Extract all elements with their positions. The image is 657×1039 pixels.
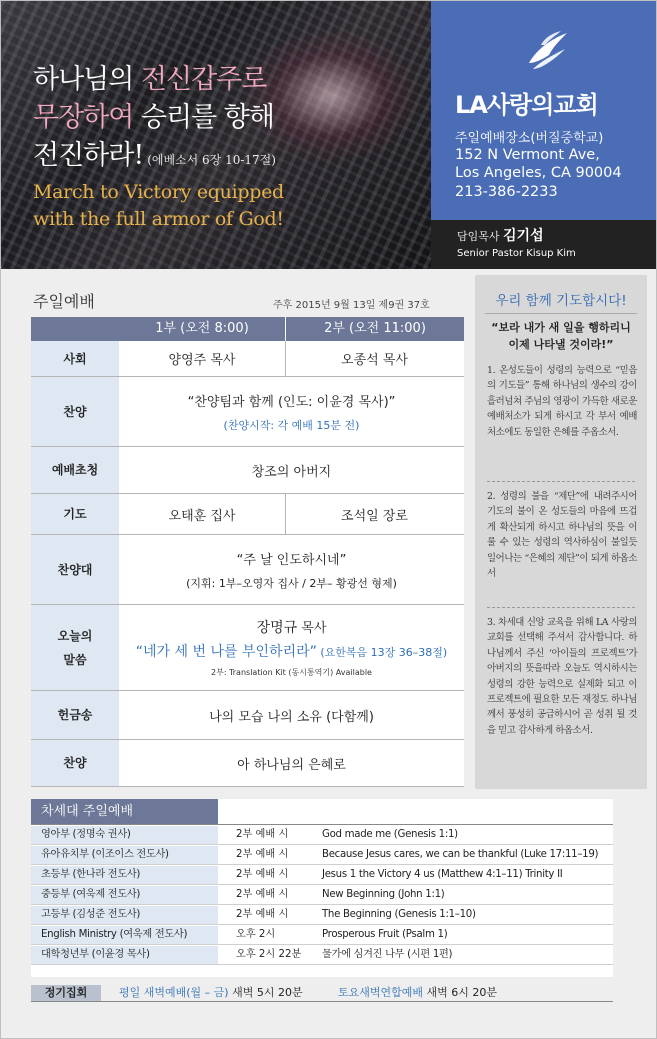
sermon-title: “네가 세 번 나를 부인하리라”	[135, 644, 317, 660]
closing-cell: 아 하나님의 은혜로	[237, 757, 346, 773]
sermon-topic: The Beginning (Genesis 1:1–10)	[322, 909, 476, 920]
pastor-title: 담임목사	[457, 230, 500, 243]
table-row-prayer	[31, 494, 464, 535]
sermon-topic: God made me (Genesis 1:1)	[322, 829, 458, 840]
divider	[487, 607, 635, 608]
meeting-time: 새벽 6시 20분	[423, 986, 498, 999]
choir-song: “주 날 인도하시네”	[236, 552, 347, 568]
table-row-leader	[31, 341, 464, 377]
address-line-2: Los Angeles, CA 90004	[455, 165, 622, 181]
hero-highlight: 전신갑주로	[140, 64, 267, 95]
hero-line-3	[33, 133, 276, 172]
service-time: 2부 예배 시	[236, 869, 289, 880]
prayer-requests-panel	[475, 275, 647, 789]
regular-meetings-bar	[31, 985, 613, 1002]
weekday-dawn-service	[119, 985, 303, 1001]
phone-number[interactable]: 213-386-2233	[455, 184, 558, 200]
section-title: 차세대 주일예배	[31, 799, 218, 824]
hero-highlight: 무장하여	[33, 102, 134, 133]
praise-leader: “찬양팀과 함께 (인도: 이윤경 목사)”	[187, 394, 396, 410]
hero-text: 승리를 향해	[133, 102, 274, 133]
divider	[487, 481, 635, 482]
department-name: 초등부 (한나라 전도사)	[31, 866, 218, 884]
second-service-cell: 오종석 목사	[341, 353, 408, 368]
worship-venue: 주일예배장소(버질중학교)	[455, 131, 604, 146]
row-label: 찬양	[31, 740, 119, 786]
department-name: 대학청년부 (이윤경 목사)	[31, 946, 218, 964]
church-info-panel	[431, 1, 657, 220]
table-row-offering	[31, 691, 464, 740]
service-time: 2부 예배 시	[236, 909, 289, 920]
pastor-name-ko	[457, 225, 544, 245]
sermon-topic: New Beginning (John 1:1)	[322, 889, 445, 900]
department-name: 영아부 (정명숙 권사)	[31, 826, 218, 844]
row-label: 예배초청	[31, 447, 119, 493]
prayer-item: 3. 차세대 신앙 교육을 위해 LA 사랑의교회를 선택해 주셔서 감사합니다. 하나님께서 주신 ‘아이들의 프로젝트’가 아버지의 뜻을따라 오늘도 역시하시는 성령의 강한 능력으로 실제화 되고 이 프로젝트에 필요한 모든 재정도 하나님께서 풍성히 공급하시어 곧 성취 될 것을 믿고 감사하게 하옵소서.	[487, 617, 637, 736]
hero-line-1	[33, 57, 266, 96]
list-item	[31, 886, 613, 905]
address-line-1: 152 N Vermont Ave,	[455, 147, 600, 163]
department-name: English Ministry (여욱제 전도사)	[31, 926, 218, 944]
meeting-time: 새벽 5시 20분	[228, 986, 303, 999]
sermon-scripture: (요한복음 13장 36–38절)	[316, 646, 448, 659]
choir-cell	[119, 535, 464, 604]
issue-date: 주후 2015년 9월 13일 제9권 37호	[273, 300, 430, 311]
department-name: 중등부 (여욱제 전도사)	[31, 886, 218, 904]
praise-cell	[119, 377, 464, 446]
sermon-cell	[119, 605, 464, 690]
second-service-cell: 조석일 장로	[341, 508, 408, 524]
list-item	[31, 926, 613, 945]
sermon-topic: Because Jesus cares, we can be thankful (Luke 17:11–19)	[322, 849, 599, 860]
list-item	[31, 946, 613, 965]
list-item	[31, 826, 613, 845]
next-generation-section	[31, 799, 613, 977]
prayer-quote	[485, 319, 637, 353]
table-row-praise	[31, 377, 464, 447]
translation-note: 2부: Translation Kit (동시통역기) Available	[211, 668, 372, 677]
table-header-first-service: 1부 (오전 8:00)	[119, 317, 285, 341]
sermon-topic: 물가에 심겨진 나무 (시편 1편)	[322, 949, 453, 960]
hero-english-1: March to Victory equipped	[33, 181, 284, 203]
list-item	[31, 906, 613, 925]
dove-logo-icon	[523, 29, 571, 75]
hero-english-2: with the full armor of God!	[33, 208, 284, 230]
table-header-second-service: 2부 (오전 11:00)	[285, 317, 464, 341]
row-label: 찬양대	[31, 535, 119, 604]
service-time: 2부 예배 시	[236, 889, 289, 900]
column-divider	[285, 494, 286, 535]
hero-text: 하나님의	[33, 64, 141, 95]
row-label	[31, 605, 119, 690]
row-label: 기도	[31, 494, 119, 534]
divider	[31, 824, 613, 825]
table-row-closing-praise	[31, 740, 464, 787]
table-row-sermon	[31, 605, 464, 691]
pastor-panel	[431, 220, 657, 269]
quote-line: 이제 나타낼 것이라!”	[508, 338, 614, 351]
prayer-item: 1. 온성도들이 성령의 능력으로 “믿음의 기도들” 통해 하나님의 생수의 강이 흘러넘쳐 주님의 영광이 가득한 새로운 예배처소가 되게 하시고 각 부서 예배처소에도 동일한 은혜를 주옵소서.	[487, 365, 637, 438]
list-item	[31, 846, 613, 865]
department-name: 유아유치부 (이조이스 전도사)	[31, 846, 218, 864]
hero-banner	[1, 1, 431, 269]
call-cell: 창조의 아버지	[251, 464, 332, 480]
offering-cell: 나의 모습 나의 소유 (다함께)	[209, 709, 374, 725]
quote-line: “보라 내가 새 일을 행하리니	[491, 321, 631, 334]
prayer-item: 2. 성령의 불을 “제단”에 내려주시어 기도의 불이 온 성도들의 마음에 뜨겁게 확산되게 하시고 하나님의 뜻을 이룰 수 있는 성령의 역사하심이 불일듯 일어나는 “은혜의 제단”이 되게 하옵소서	[487, 491, 637, 580]
hero-line-2	[33, 95, 274, 134]
prayer-title: 우리 함께 기도합시다!	[495, 293, 627, 309]
hero-scripture: (에베소서 6장 10-17절)	[147, 153, 276, 167]
meeting-name: 토요새벽연합예배	[338, 986, 424, 999]
row-label-line: 오늘의	[57, 628, 93, 643]
table-row-choir	[31, 535, 464, 605]
department-name: 고등부 (김성준 전도사)	[31, 906, 218, 924]
pastor-name-en: Senior Pastor Kisup Kim	[457, 248, 576, 259]
preacher-title: 목사	[297, 621, 327, 636]
saturday-dawn-service	[338, 985, 497, 1001]
service-time: 2부 예배 시	[236, 849, 289, 860]
preacher-name: 장명규	[256, 620, 298, 636]
service-time: 오후 2시 22분	[236, 949, 302, 960]
worship-title: 주일예배	[33, 292, 95, 311]
service-time: 오후 2시	[236, 929, 276, 940]
meeting-name: 평일 새벽예배(월 – 금)	[119, 986, 229, 999]
choir-conductors: (지휘: 1부–오영자 집사 / 2부– 황광선 형제)	[186, 576, 397, 590]
hero-text: 전진하라!	[33, 140, 144, 171]
church-name: LA사랑의교회	[455, 91, 598, 119]
table-header-blank	[31, 317, 119, 341]
praise-start-note: (찬양시작: 각 예배 15분 전)	[223, 418, 360, 432]
column-divider	[285, 341, 286, 377]
pastor-name: 김기섭	[503, 228, 544, 244]
row-label-line: 말씀	[63, 652, 87, 667]
row-label: 사회	[31, 341, 119, 376]
row-label: 찬양	[31, 377, 119, 446]
sermon-topic: Prosperous Fruit (Psalm 1)	[322, 929, 448, 940]
row-label: 헌금송	[31, 691, 119, 739]
divider	[485, 313, 637, 314]
first-service-cell: 양영주 목사	[168, 353, 236, 368]
service-time: 2부 예배 시	[236, 829, 289, 840]
first-service-cell: 오태훈 집사	[168, 508, 236, 524]
worship-order-table	[31, 317, 464, 787]
regular-meetings-label: 정기집회	[31, 985, 101, 1001]
list-item	[31, 866, 613, 885]
sermon-topic: Jesus 1 the Victory 4 us (Matthew 4:1–11) Trinity II	[322, 869, 563, 880]
table-row-call-to-worship	[31, 447, 464, 494]
